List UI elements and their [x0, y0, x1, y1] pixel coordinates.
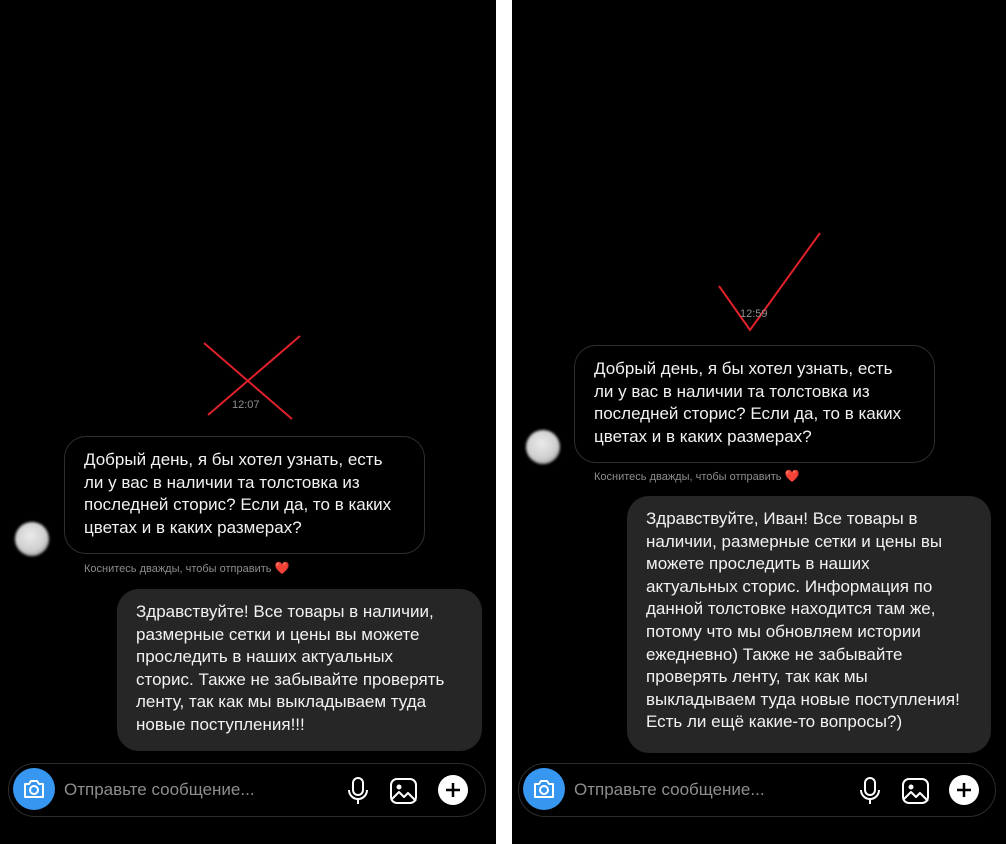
message-timestamp: 12:59 [740, 308, 768, 320]
message-line: можете проследить в наших [646, 554, 870, 574]
avatar[interactable] [15, 522, 49, 556]
double-tap-hint: Коснитесь дважды, чтобы отправить ❤️ [594, 469, 800, 483]
message-composer [518, 763, 996, 817]
avatar[interactable] [526, 430, 560, 464]
message-line: ли у вас в наличии та толстовка из [84, 472, 360, 492]
message-line: размерные сетки и цены вы можете [136, 624, 420, 644]
message-line: новые поступления!!! [136, 714, 305, 734]
incoming-message-bubble[interactable] [64, 436, 425, 554]
message-line: Здравствуйте, Иван! Все товары в [646, 509, 918, 528]
message-line: выкладываем туда новые поступления! [646, 689, 960, 709]
message-line: сторис. Также не забывайте проверять [136, 669, 445, 689]
message-line: Добрый день, я бы хотел узнать, есть [594, 359, 893, 378]
double-tap-hint: Коснитесь дважды, чтобы отправить ❤️ [84, 561, 290, 575]
message-input[interactable]: Отправьте сообщение... [64, 780, 255, 799]
heart-icon: ❤️ [274, 561, 290, 575]
message-line: Есть ли ещё какие-то вопросы?) [646, 712, 903, 732]
message-composer [8, 763, 486, 817]
message-line: наличии, размерные сетки и цены вы [646, 531, 943, 551]
camera-button[interactable] [523, 768, 565, 810]
message-line: потому что мы обновляем истории [646, 621, 921, 641]
microphone-icon[interactable] [857, 776, 883, 806]
message-line: последней сторис? Если да, то в каких [84, 495, 392, 515]
gallery-icon[interactable] [389, 776, 419, 806]
message-timestamp: 12:07 [232, 399, 260, 411]
message-line: цветах и в каких размерах? [594, 426, 812, 446]
microphone-icon[interactable] [345, 776, 371, 806]
chat-screen-right [512, 0, 1006, 844]
camera-button[interactable] [13, 768, 55, 810]
red-check-mark [716, 231, 824, 335]
outgoing-message-bubble[interactable] [627, 496, 991, 753]
message-line: ли у вас в наличии та толстовка из [594, 381, 870, 401]
heart-icon: ❤️ [784, 469, 800, 483]
message-line: проследить в наших актуальных [136, 647, 394, 667]
message-line: проверять ленту, так как мы [646, 667, 868, 687]
plus-icon[interactable] [948, 774, 980, 806]
message-line: Здравствуйте! Все товары в наличии, [136, 602, 434, 621]
gallery-icon[interactable] [901, 776, 931, 806]
message-line: ленту, так как мы выкладываем туда [136, 692, 427, 712]
message-line: данной толстовке находится там же, [646, 599, 936, 619]
incoming-message-bubble[interactable] [574, 345, 935, 463]
plus-icon[interactable] [437, 774, 469, 806]
outgoing-message-bubble[interactable] [117, 589, 482, 751]
message-line: Добрый день, я бы хотел узнать, есть [84, 450, 383, 469]
chat-screen-left [0, 0, 496, 844]
message-input[interactable]: Отправьте сообщение... [574, 780, 765, 799]
message-line: ежедневно) Также не забывайте [646, 644, 903, 664]
camera-icon [532, 778, 556, 800]
message-line: последней сторис? Если да, то в каких [594, 404, 902, 424]
message-line: цветах и в каких размерах? [84, 517, 302, 537]
camera-icon [22, 778, 46, 800]
message-line: актуальных сторис. Информация по [646, 576, 933, 596]
